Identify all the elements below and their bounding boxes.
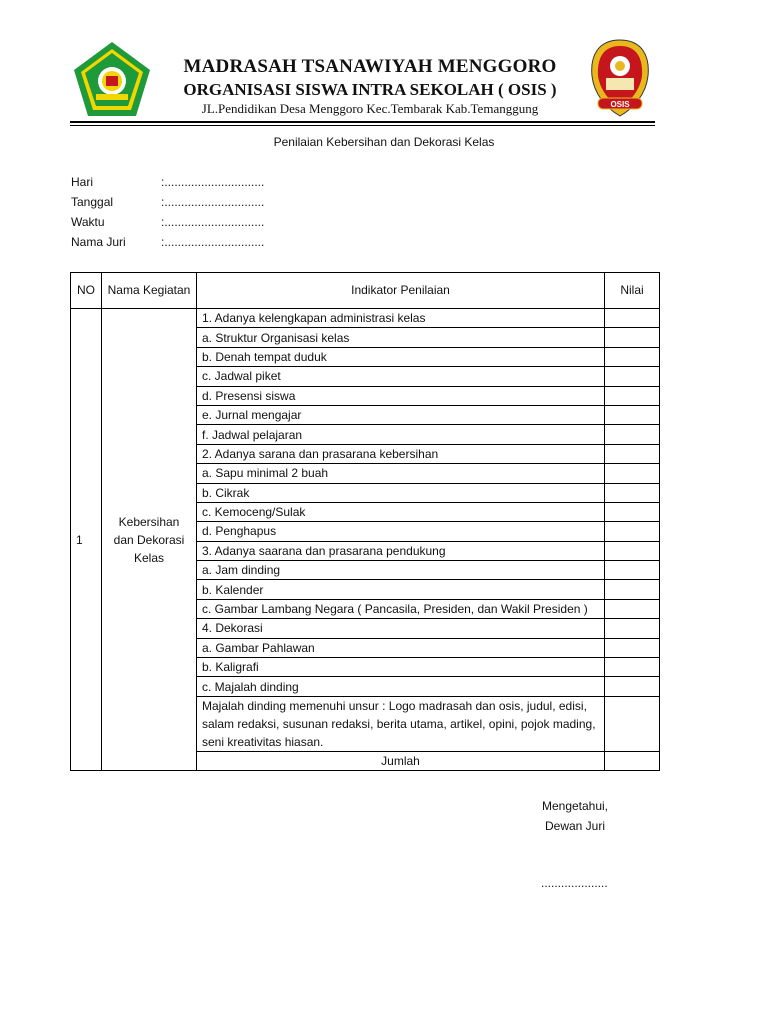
indikator-cell: 1. Adanya kelengkapan administrasi kelas bbox=[197, 309, 605, 328]
signature-line2: Dewan Juri bbox=[544, 819, 606, 833]
nilai-cell[interactable] bbox=[605, 619, 660, 638]
info-label: Waktu bbox=[71, 215, 105, 229]
signature-line1: Mengetahui, bbox=[541, 799, 609, 813]
table-body bbox=[71, 309, 660, 771]
table-row bbox=[71, 309, 660, 328]
indikator-cell: b. Kalender bbox=[197, 580, 605, 599]
assessment-table bbox=[70, 272, 660, 771]
header-divider-thick bbox=[70, 121, 655, 123]
indikator-cell: b. Kaligrafi bbox=[197, 658, 605, 677]
nilai-cell[interactable] bbox=[605, 405, 660, 424]
indikator-cell: d. Penghapus bbox=[197, 522, 605, 541]
header-indikator: Indikator Penilaian bbox=[197, 273, 605, 309]
nilai-cell[interactable] bbox=[605, 638, 660, 657]
indikator-cell: c. Majalah dinding bbox=[197, 677, 605, 696]
nilai-cell[interactable] bbox=[605, 561, 660, 580]
info-label: Tanggal bbox=[71, 195, 114, 209]
indikator-cell: a. Sapu minimal 2 buah bbox=[197, 464, 605, 483]
header-no: NO bbox=[71, 273, 102, 309]
indikator-cell: c. Gambar Lambang Negara ( Pancasila, Presiden, dan Wakil Presiden ) bbox=[197, 599, 605, 618]
info-row-tanggal bbox=[71, 192, 264, 212]
nilai-cell[interactable] bbox=[605, 309, 660, 328]
no-cell: 1 bbox=[71, 309, 102, 771]
document-title: Penilaian Kebersihan dan Dekorasi Kelas bbox=[273, 135, 495, 149]
indikator-cell: b. Cikrak bbox=[197, 483, 605, 502]
info-row-waktu bbox=[71, 212, 264, 232]
nilai-cell[interactable] bbox=[605, 580, 660, 599]
nilai-cell[interactable] bbox=[605, 522, 660, 541]
nilai-cell[interactable] bbox=[605, 425, 660, 444]
nilai-cell[interactable] bbox=[605, 483, 660, 502]
osis-logo-text: OSIS bbox=[610, 100, 630, 109]
header-kegiatan: Nama Kegiatan bbox=[102, 273, 197, 309]
nilai-cell[interactable] bbox=[605, 502, 660, 521]
indikator-cell: a. Gambar Pahlawan bbox=[197, 638, 605, 657]
indikator-cell: a. Struktur Organisasi kelas bbox=[197, 328, 605, 347]
nilai-cell[interactable] bbox=[605, 696, 660, 751]
indikator-cell: c. Kemoceng/Sulak bbox=[197, 502, 605, 521]
nilai-cell[interactable] bbox=[605, 367, 660, 386]
nilai-cell[interactable] bbox=[605, 599, 660, 618]
info-value: :.............................. bbox=[161, 235, 265, 249]
school-name: MADRASAH TSANAWIYAH MENGGORO bbox=[183, 56, 557, 77]
nilai-cell[interactable] bbox=[605, 328, 660, 347]
indikator-cell: c. Jadwal piket bbox=[197, 367, 605, 386]
signature-dots: .................... bbox=[541, 876, 608, 890]
info-row-hari bbox=[71, 172, 264, 192]
indikator-cell: a. Jam dinding bbox=[197, 561, 605, 580]
total-nilai-cell[interactable] bbox=[605, 751, 660, 770]
nilai-cell[interactable] bbox=[605, 386, 660, 405]
indikator-cell: 2. Adanya sarana dan prasarana kebersihan bbox=[197, 444, 605, 463]
nilai-cell[interactable] bbox=[605, 347, 660, 366]
indikator-cell: 3. Adanya saarana dan prasarana pendukung bbox=[197, 541, 605, 560]
osis-logo bbox=[584, 36, 656, 120]
header-nilai: Nilai bbox=[605, 273, 660, 309]
indikator-cell: f. Jadwal pelajaran bbox=[197, 425, 605, 444]
nilai-cell[interactable] bbox=[605, 677, 660, 696]
madrasah-logo bbox=[72, 40, 152, 120]
indikator-cell: e. Jurnal mengajar bbox=[197, 405, 605, 424]
total-label: Jumlah bbox=[197, 751, 605, 770]
school-address: JL.Pendidikan Desa Menggoro Kec.Tembarak Kab.Temanggung bbox=[201, 101, 539, 116]
indikator-cell: Majalah dinding memenuhi unsur : Logo madrasah dan osis, judul, edisi, salam redaksi, susunan redaksi, berita utama, artikel, opini, pojok mading, seni kreativitas hiasan. bbox=[197, 696, 605, 751]
nilai-cell[interactable] bbox=[605, 541, 660, 560]
signature-block bbox=[520, 796, 630, 836]
info-fields bbox=[71, 172, 264, 252]
indikator-cell: d. Presensi siswa bbox=[197, 386, 605, 405]
info-value: :.............................. bbox=[161, 215, 265, 229]
indikator-cell: b. Denah tempat duduk bbox=[197, 347, 605, 366]
info-label: Nama Juri bbox=[71, 235, 126, 249]
indikator-cell: 4. Dekorasi bbox=[197, 619, 605, 638]
nilai-cell[interactable] bbox=[605, 444, 660, 463]
info-value: :.............................. bbox=[161, 175, 265, 189]
kegiatan-cell: Kebersihan dan Dekorasi Kelas bbox=[102, 309, 197, 771]
header-divider-thin bbox=[70, 125, 655, 126]
nilai-cell[interactable] bbox=[605, 658, 660, 677]
info-value: :.............................. bbox=[161, 195, 265, 209]
organization-name: ORGANISASI SISWA INTRA SEKOLAH ( OSIS ) bbox=[183, 80, 557, 99]
table-header-row bbox=[71, 273, 660, 309]
info-row-nama-juri bbox=[71, 232, 264, 252]
info-label: Hari bbox=[71, 175, 94, 189]
nilai-cell[interactable] bbox=[605, 464, 660, 483]
